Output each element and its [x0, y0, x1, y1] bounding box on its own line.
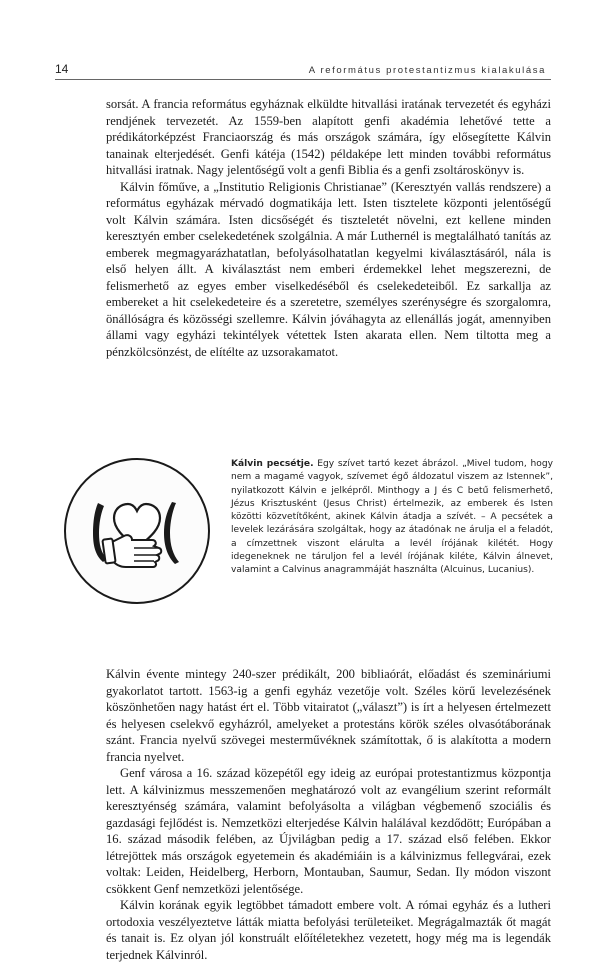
paragraph: sorsát. A francia református egyháznak elküldte hitvallási iratának tervezetét és egyházi rendjének tervezetét. Az 1559-ben alapított genfi akadémia lehetővé tette a prédikátorképzést Franciaország és más országok számára, így elősegítette Kálvin tanainak elterjedését. Genfi kátéja (1542) példaképe lett minden további református hitvallási iratnak. Nagy jelentőségű volt a genfi Biblia és a genfi zsoltároskönyv is.	[106, 97, 551, 177]
running-title: A református protestantizmus kialakulása	[308, 65, 546, 76]
paragraph: Kálvin korának egyik legtöbbet támadott embere volt. A római egyház és a lutheri ortodoxia veszélyeztetve látták miatta befolyási területeiket. Megrágalmazták őt magát és tanait is. Ez olyan jól konstruált előítéletekhez vezetett, hogy még ma is legendák terjednek Kálvinról.	[106, 898, 551, 962]
caption-text: Egy szívet tartó kezet ábrázol. „Mivel tudom, hogy nem a magamé vagyok, szívemet égő áldozatul viszem az Istennek”, nyilatkozott Kálvin e jelképről. Minthogy a J és C betű felismerhető, Jézus Krisztusként (Jesus Christ) értelmezik, az emberek és Isten közötti közvetítőként, akinek Kálvin átadja a szívét. – A pecsétek a levelek lezárására szolgáltak, hogy az átadónak ne árulja el a feladót, a címzettnek viszont elárulta a levél írójának kilétét. Hogy idegeneknek ne táruljon fel a levél írójának kiléte, Kálvin álnevet, valamint a Calvinus anagrammáját használta (Alcuinus, Lucanius).	[231, 459, 553, 576]
header-rule	[55, 79, 551, 80]
seal-figure	[62, 456, 212, 606]
body-text-bottom	[106, 666, 551, 963]
paragraph: Kálvin évente mintegy 240-szer prédikált, 200 bibliaórát, előadást és szemináriumi gyakorlatot tartott. 1563-ig a genfi egyház vezetője volt. Széles körű levelezésének köszönhetően nagy hatást ért el. Több vitairatot („választ”) is írt a helyesen értelmezett és helyesen cselekvő egyházról, amelyeket a protestáns körök széles olvasótáborának szánt. Francia nyelvű szövegei mesterművéknek számítottak, ő is alakította a modern francia nyelvet.	[106, 667, 551, 764]
paragraph: Genf városa a 16. század közepétől egy ideig az európai protestantizmus központja lett. A kálvinizmus messzemenően meghatározó volt az evangélium szerint reformált keresztyénség számára, valamint befolyásolta a világban végbemenő szociális és gazdasági fejlődést is. Nemzetközi elterjedése Kálvin halálával kezdődött; Európában a 16. század második felében, az Újvilágban pedig a 17. század első felében. Ekkor létrejöttek más országok egyetemein és akadémiáin is a kálvinizmus fellegvárai, ezek voltak: Leiden, Heidelberg, Herborn, Montauban, Saumur, Sedan. Ily módon viszont csökkent Genf nemzetközi jelentősége.	[106, 766, 551, 896]
paragraph: Kálvin főműve, a „Institutio Religionis Christianae” (Keresztyén vallás rendszere) a református egyházak mérvadó dogmatikája lett. Isten tisztelete központi jelentőségű volt Kálvin számára. Isten dicsőségét és tiszteletét növelni, ezt kellene minden keresztyén ember cselekedetének szolgálnia. A már Luthernél is megtalálható tanítás az emberek megmagyarázhatatlan, befolyásolhatatlan kegyelmi kiválasztásáról, nála is első helyen állt. A kiválasztást nem emberi érdemekkel lehet megszerezni, de felismerhető az egyes ember viselkedéséből és cselekedeteiből. Ez sarkallja az embereket a hit cselekedeteire és a szeretetre, személyes szerénységre és szorgalomra, önállóságra és közösségi szellemre. Kálvin jóváhagyta az ellenállás jogát, amennyiben állami vagy egyházi tekintélyek vétettek Isten akarata ellen. Nem tiltotta meg a pénzkölcsönzést, de elítélte az uzsorakamatot.	[106, 179, 551, 359]
figure-caption	[231, 458, 553, 578]
caption-title: Kálvin pecsétje.	[231, 459, 314, 469]
page-number: 14	[55, 62, 69, 76]
body-text-top	[106, 96, 551, 360]
kalvin-seal-icon	[62, 456, 212, 606]
